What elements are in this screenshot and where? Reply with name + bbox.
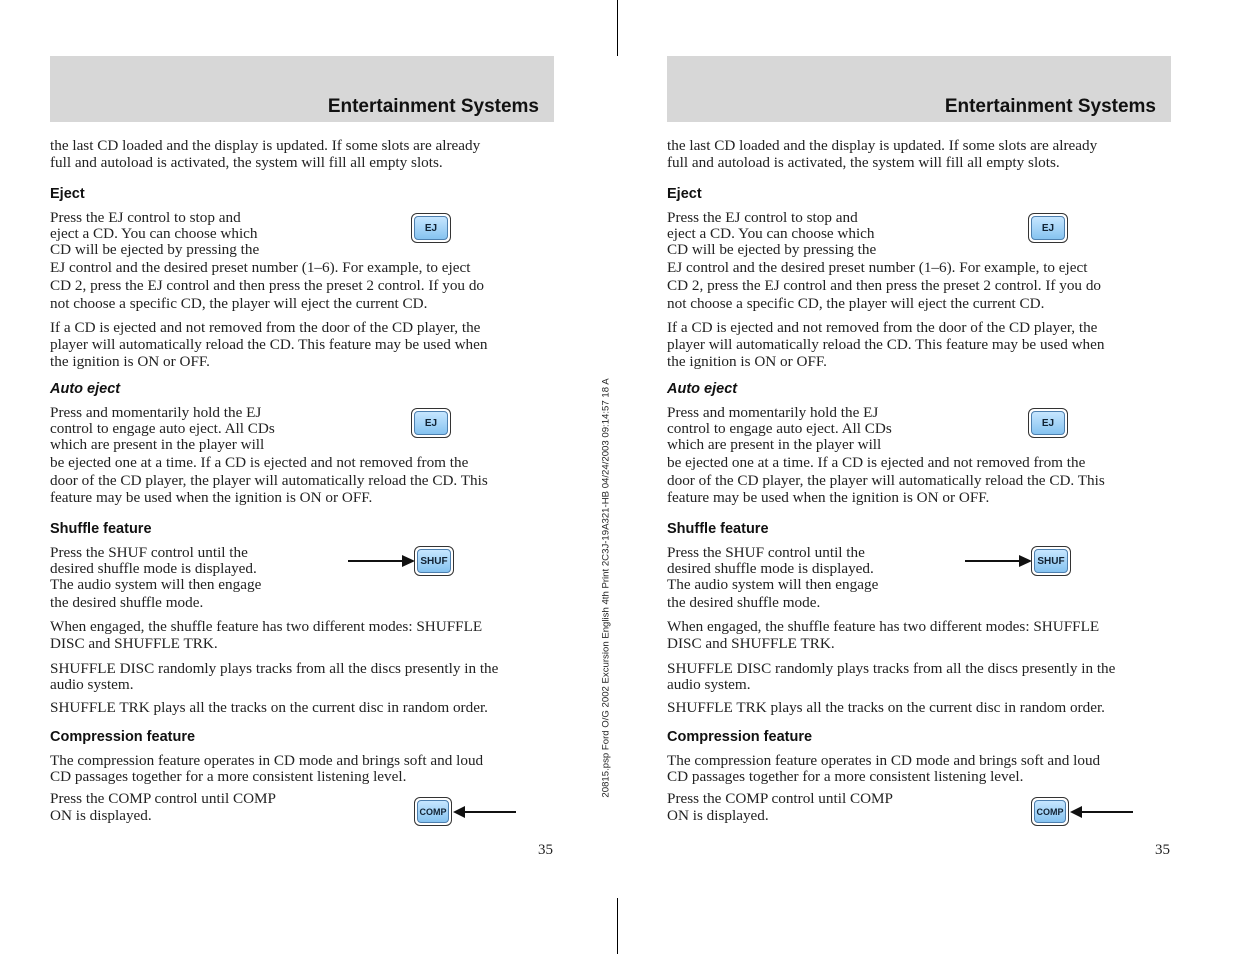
shuffle-text-line: the desired shuffle mode.: [50, 594, 204, 611]
right-page: [667, 0, 1172, 954]
shuffle-text-line: The audio system will then engage: [667, 576, 879, 593]
page-title: Entertainment Systems: [327, 96, 539, 117]
eject-text-line: eject a CD. You can choose which: [50, 225, 258, 242]
auto-eject-text-line: door of the CD player, the player will automatically reload the CD. This: [667, 472, 1105, 489]
eject-text-line: Press the EJ control to stop and: [667, 209, 858, 226]
compression-text-line: ON is displayed.: [667, 807, 769, 824]
page-header: [667, 56, 1171, 122]
shuf-button-label: SHUF: [1034, 549, 1068, 573]
ej-button-label: EJ: [414, 216, 448, 240]
shuffle-text-line: SHUFFLE TRK plays all the tracks on the current disc in random order.: [50, 699, 488, 716]
arrow-left-icon: [452, 805, 518, 819]
section-heading-eject: Eject: [50, 186, 85, 202]
compression-text-line: Press the COMP control until COMP: [667, 790, 894, 807]
eject-text-line: player will automatically reload the CD. This feature may be used when: [50, 336, 488, 353]
eject-text-line: CD will be ejected by pressing the: [50, 241, 260, 258]
section-heading-shuffle: Shuffle feature: [667, 521, 769, 537]
eject-text-line: Press the EJ control to stop and: [50, 209, 241, 226]
compression-text-line: The compression feature operates in CD mode and brings soft and loud: [667, 752, 1101, 769]
shuffle-text-line: SHUFFLE DISC randomly plays tracks from all the discs presently in the: [667, 660, 1116, 677]
eject-text-line: not choose a specific CD, the player will eject the current CD.: [667, 295, 1045, 312]
shuffle-text-line: the desired shuffle mode.: [667, 594, 821, 611]
shuffle-text-line: audio system.: [50, 676, 134, 693]
shuffle-text-line: DISC and SHUFFLE TRK.: [667, 635, 835, 652]
eject-text-line: the ignition is ON or OFF.: [667, 353, 827, 370]
shuf-button-icon: [414, 546, 454, 576]
compression-text-line: CD passages together for a more consistent listening level.: [50, 768, 407, 785]
intro-line: the last CD loaded and the display is updated. If some slots are already: [667, 137, 1098, 154]
eject-text-line: player will automatically reload the CD. This feature may be used when: [667, 336, 1105, 353]
auto-eject-text-line: which are present in the player will: [50, 436, 265, 453]
page-number: 35: [1155, 842, 1170, 858]
shuf-button-label: SHUF: [417, 549, 451, 573]
shuffle-text-line: SHUFFLE TRK plays all the tracks on the current disc in random order.: [667, 699, 1105, 716]
ej-button-icon: [411, 213, 451, 243]
section-heading-auto-eject: Auto eject: [50, 381, 121, 397]
section-heading-eject: Eject: [667, 186, 702, 202]
print-slug: 20815.psp Ford O/G 2002 Excursion English 4th Print 2C3J-19A321-HB 04/24/2003 09:14:57 18 A: [600, 378, 612, 798]
shuffle-text-line: audio system.: [667, 676, 751, 693]
comp-button-label: COMP: [417, 800, 449, 823]
shuffle-text-line: DISC and SHUFFLE TRK.: [50, 635, 218, 652]
auto-eject-text-line: control to engage auto eject. All CDs: [667, 420, 892, 437]
shuffle-text-line: The audio system will then engage: [50, 576, 262, 593]
ej-button-label: EJ: [1031, 216, 1065, 240]
comp-button-label: COMP: [1034, 800, 1066, 823]
eject-text-line: CD will be ejected by pressing the: [667, 241, 877, 258]
compression-text-line: The compression feature operates in CD mode and brings soft and loud: [50, 752, 484, 769]
arrow-right-icon: [965, 554, 1033, 568]
eject-text-line: EJ control and the desired preset number (1–6). For example, to eject: [50, 259, 471, 276]
eject-text-line: CD 2, press the EJ control and then press the preset 2 control. If you do: [667, 277, 1102, 294]
auto-eject-text-line: be ejected one at a time. If a CD is ejected and not removed from the: [50, 454, 469, 471]
shuf-button-icon: [1031, 546, 1071, 576]
section-heading-compression: Compression feature: [50, 729, 196, 745]
compression-text-line: Press the COMP control until COMP: [50, 790, 277, 807]
section-heading-compression: Compression feature: [667, 729, 813, 745]
crop-mark-top: [617, 0, 618, 56]
intro-line: the last CD loaded and the display is updated. If some slots are already: [50, 137, 481, 154]
eject-text-line: eject a CD. You can choose which: [667, 225, 875, 242]
auto-eject-text-line: feature may be used when the ignition is ON or OFF.: [667, 489, 990, 506]
auto-eject-text-line: Press and momentarily hold the EJ: [50, 404, 262, 421]
shuffle-text-line: desired shuffle mode is displayed.: [667, 560, 874, 577]
compression-text-line: CD passages together for a more consistent listening level.: [667, 768, 1024, 785]
auto-eject-text-line: Press and momentarily hold the EJ: [667, 404, 879, 421]
compression-text-line: ON is displayed.: [50, 807, 152, 824]
eject-text-line: If a CD is ejected and not removed from the door of the CD player, the: [50, 319, 481, 336]
left-page: [50, 0, 555, 954]
ej-button-label: EJ: [1031, 411, 1065, 435]
shuffle-text-line: When engaged, the shuffle feature has two different modes: SHUFFLE: [50, 618, 483, 635]
auto-eject-text-line: feature may be used when the ignition is ON or OFF.: [50, 489, 373, 506]
shuffle-text-line: Press the SHUF control until the: [50, 544, 248, 561]
page-title: Entertainment Systems: [944, 96, 1156, 117]
ej-button-icon: [1028, 408, 1068, 438]
arrow-left-icon: [1069, 805, 1135, 819]
ej-button-label: EJ: [414, 411, 448, 435]
comp-button-icon: [414, 797, 452, 826]
auto-eject-text-line: which are present in the player will: [667, 436, 882, 453]
auto-eject-text-line: be ejected one at a time. If a CD is ejected and not removed from the: [667, 454, 1086, 471]
auto-eject-text-line: door of the CD player, the player will automatically reload the CD. This: [50, 472, 488, 489]
intro-line: full and autoload is activated, the system will fill all empty slots.: [667, 154, 1060, 171]
section-heading-auto-eject: Auto eject: [667, 381, 738, 397]
shuffle-text-line: SHUFFLE DISC randomly plays tracks from all the discs presently in the: [50, 660, 499, 677]
auto-eject-text-line: control to engage auto eject. All CDs: [50, 420, 275, 437]
intro-line: full and autoload is activated, the system will fill all empty slots.: [50, 154, 443, 171]
page-header: [50, 56, 554, 122]
eject-text-line: EJ control and the desired preset number (1–6). For example, to eject: [667, 259, 1088, 276]
eject-text-line: If a CD is ejected and not removed from the door of the CD player, the: [667, 319, 1098, 336]
comp-button-icon: [1031, 797, 1069, 826]
eject-text-line: not choose a specific CD, the player will eject the current CD.: [50, 295, 428, 312]
eject-text-line: the ignition is ON or OFF.: [50, 353, 210, 370]
ej-button-icon: [1028, 213, 1068, 243]
page-number: 35: [538, 842, 553, 858]
ej-button-icon: [411, 408, 451, 438]
shuffle-text-line: When engaged, the shuffle feature has two different modes: SHUFFLE: [667, 618, 1100, 635]
shuffle-text-line: desired shuffle mode is displayed.: [50, 560, 257, 577]
eject-text-line: CD 2, press the EJ control and then press the preset 2 control. If you do: [50, 277, 485, 294]
shuffle-text-line: Press the SHUF control until the: [667, 544, 865, 561]
crop-mark-bottom: [617, 898, 618, 954]
arrow-right-icon: [348, 554, 416, 568]
section-heading-shuffle: Shuffle feature: [50, 521, 152, 537]
